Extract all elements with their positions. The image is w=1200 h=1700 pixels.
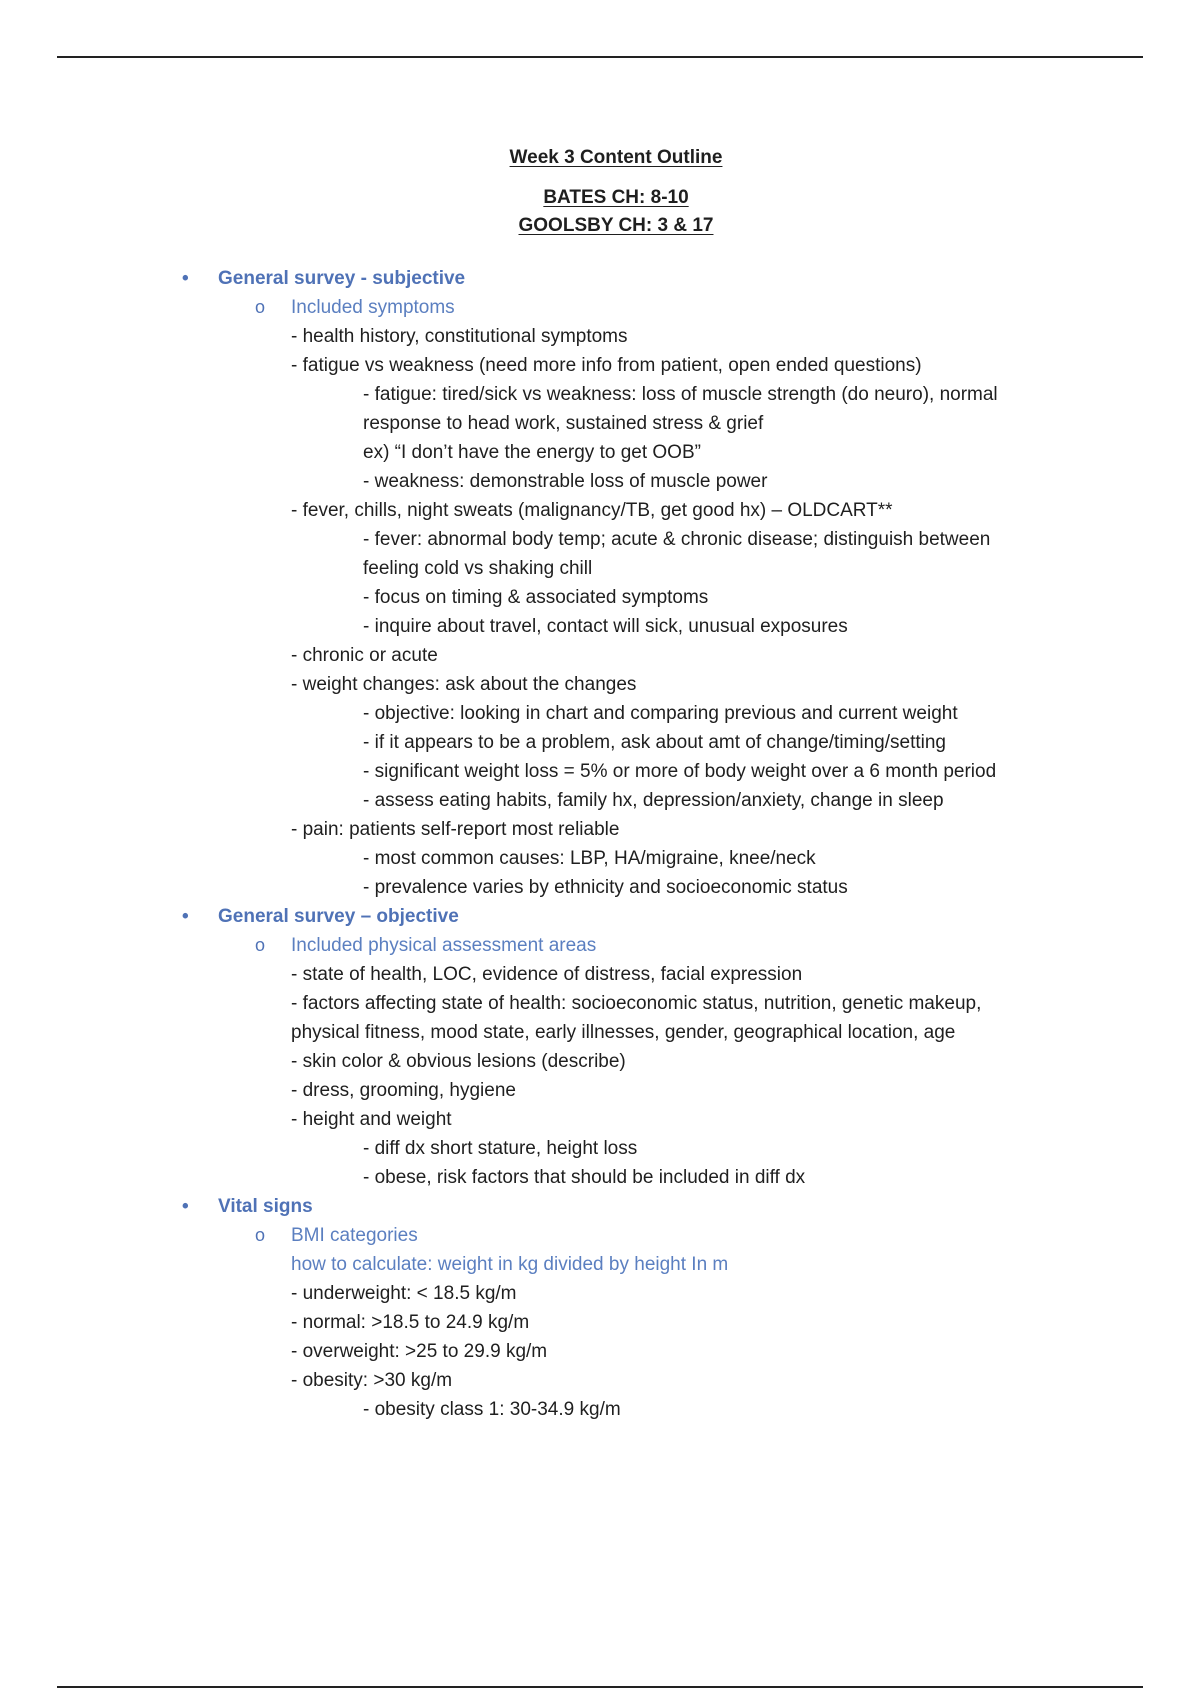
outline-line: - height and weight xyxy=(291,1109,452,1130)
subheading-physical-assessment xyxy=(0,931,1200,960)
page-title: Week 3 Content Outline xyxy=(509,147,723,168)
outline-line: - obesity class 1: 30-34.9 kg/m xyxy=(363,1399,621,1420)
outline-line: feeling cold vs shaking chill xyxy=(363,558,593,579)
subheading-text: Included physical assessment areas xyxy=(291,935,597,956)
document-header xyxy=(0,146,1200,238)
outline-line: response to head work, sustained stress & grief xyxy=(363,413,764,434)
bullet-icon: • xyxy=(182,906,189,927)
bullet-icon: • xyxy=(182,1196,189,1217)
outline-line: - pain: patients self-report most reliable xyxy=(291,819,620,840)
outline-line: - state of health, LOC, evidence of distress, facial expression xyxy=(291,964,803,985)
section-heading-vital-signs xyxy=(0,1192,1200,1221)
outline-line: - fatigue: tired/sick vs weakness: loss of muscle strength (do neuro), normal xyxy=(363,384,998,405)
outline-body xyxy=(0,264,1200,1424)
subheading-bmi-categories xyxy=(0,1221,1200,1250)
bottom-rule xyxy=(57,1686,1143,1688)
outline-line: - skin color & obvious lesions (describe) xyxy=(291,1051,626,1072)
outline-line: - underweight: < 18.5 kg/m xyxy=(291,1283,517,1304)
outline-line: - diff dx short stature, height loss xyxy=(363,1138,638,1159)
outline-line: - chronic or acute xyxy=(291,645,438,666)
outline-line: - obesity: >30 kg/m xyxy=(291,1370,453,1391)
outline-line: - fatigue vs weakness (need more info from patient, open ended questions) xyxy=(291,355,922,376)
outline-line: - weight changes: ask about the changes xyxy=(291,674,637,695)
outline-line: - if it appears to be a problem, ask about amt of change/timing/setting xyxy=(363,732,946,753)
outline-line: physical fitness, mood state, early illnesses, gender, geographical location, age xyxy=(291,1022,956,1043)
outline-line: - obese, risk factors that should be included in diff dx xyxy=(363,1167,806,1188)
bmi-formula: how to calculate: weight in kg divided by height In m xyxy=(291,1254,729,1275)
circle-bullet-icon: o xyxy=(255,935,266,955)
subheading-included-symptoms xyxy=(0,293,1200,322)
circle-bullet-icon: o xyxy=(255,1225,266,1245)
outline-line: - most common causes: LBP, HA/migraine, knee/neck xyxy=(363,848,816,869)
outline-line: - normal: >18.5 to 24.9 kg/m xyxy=(291,1312,530,1333)
outline-line: - assess eating habits, family hx, depression/anxiety, change in sleep xyxy=(363,790,944,811)
outline-line: - weakness: demonstrable loss of muscle power xyxy=(363,471,768,492)
section-heading-text: General survey - subjective xyxy=(218,268,466,289)
outline-line: - focus on timing & associated symptoms xyxy=(363,587,709,608)
outline-line: - prevalence varies by ethnicity and socioeconomic status xyxy=(363,877,848,898)
subheading-text: Included symptoms xyxy=(291,297,455,318)
outline-line: - health history, constitutional symptoms xyxy=(291,326,628,347)
circle-bullet-icon: o xyxy=(255,297,266,317)
outline-line: - fever: abnormal body temp; acute & chronic disease; distinguish between xyxy=(363,529,991,550)
bullet-icon: • xyxy=(182,268,189,289)
section-heading-objective xyxy=(0,902,1200,931)
outline-line: - fever, chills, night sweats (malignancy/TB, get good hx) – OLDCART** xyxy=(291,500,893,521)
section-heading-text: General survey – objective xyxy=(218,906,459,927)
section-heading-subjective xyxy=(0,264,1200,293)
outline-line: - dress, grooming, hygiene xyxy=(291,1080,516,1101)
top-rule xyxy=(57,56,1143,58)
subheading-text: BMI categories xyxy=(291,1225,418,1246)
outline-line: ex) “I don’t have the energy to get OOB” xyxy=(363,442,701,463)
reference-goolsby: GOOLSBY CH: 3 & 17 xyxy=(518,215,714,236)
outline-line: - overweight: >25 to 29.9 kg/m xyxy=(291,1341,548,1362)
outline-line: - factors affecting state of health: socioeconomic status, nutrition, genetic makeup, xyxy=(291,993,982,1014)
outline-line: - significant weight loss = 5% or more of body weight over a 6 month period xyxy=(363,761,997,782)
outline-line: - inquire about travel, contact will sick, unusual exposures xyxy=(363,616,848,637)
reference-bates: BATES CH: 8-10 xyxy=(543,187,689,208)
outline-line: - objective: looking in chart and comparing previous and current weight xyxy=(363,703,958,724)
section-heading-text: Vital signs xyxy=(218,1196,313,1217)
